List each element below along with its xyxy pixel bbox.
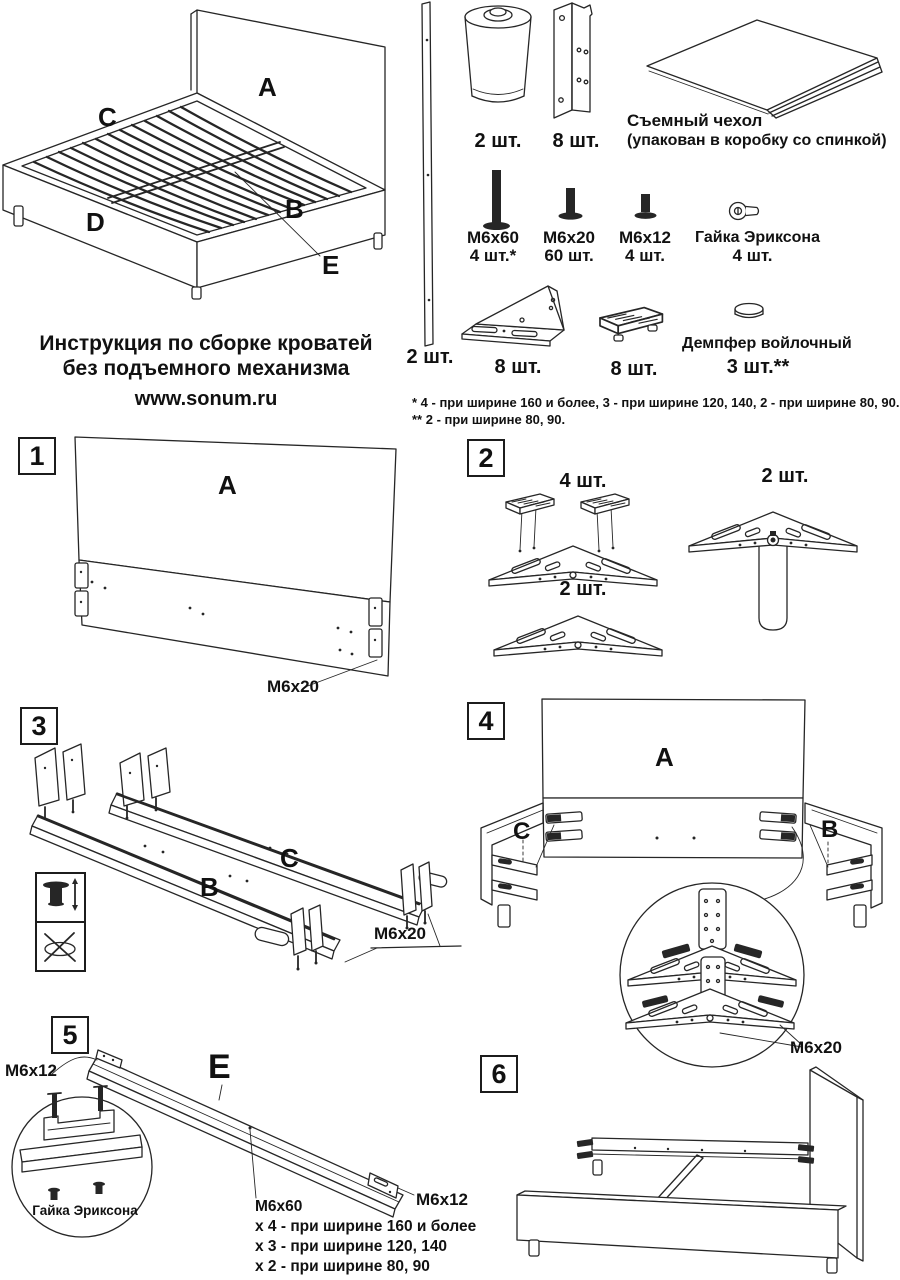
felt-damper-name: Демпфер войлочный xyxy=(682,335,852,352)
step1-label-a: A xyxy=(218,470,237,500)
leg-qty: 2 шт. xyxy=(474,130,522,152)
felt-damper-qty: 3 шт.** xyxy=(726,356,790,378)
step1-screw-label: M6x20 xyxy=(267,677,319,696)
step3-note-box xyxy=(35,872,86,972)
step5-screw-right-label: M6x12 xyxy=(416,1190,468,1209)
step2-plain-plate-drawing xyxy=(488,604,668,664)
bolt-m6x12-drawing xyxy=(632,194,660,224)
step5-bolt-note-2: x 3 - при ширине 120, 140 xyxy=(255,1238,448,1255)
note-cell-adjust xyxy=(37,874,84,921)
overview-label-a: A xyxy=(258,72,277,102)
footnote-2: ** 2 - при ширине 80, 90. xyxy=(412,412,566,427)
doc-title-line1: Инструкция по сборке кроватей xyxy=(39,332,373,355)
bolt-m6x12-qty: 4 шт. xyxy=(625,246,665,265)
step4-drawing xyxy=(462,695,900,1080)
step2-plate-with-leg-drawing xyxy=(676,500,871,645)
step4-badge: 4 xyxy=(467,702,505,740)
note-cell-crossed-out xyxy=(37,921,84,970)
step2-badge: 2 xyxy=(467,439,505,477)
overview-label-d: D xyxy=(86,207,105,237)
erikson-nut-name: Гайка Эриксона xyxy=(695,229,820,246)
step5-bolt-note-1: x 4 - при ширине 160 и более xyxy=(255,1218,477,1235)
leg-bracket-part-drawing xyxy=(460,278,600,354)
step5-screw-left-label: M6x12 xyxy=(5,1061,57,1080)
doc-title-line2: без подъемного механизма xyxy=(62,357,350,380)
step4-label-b: B xyxy=(821,816,839,843)
overview-label-e: E xyxy=(322,250,340,280)
erikson-nut-drawing xyxy=(728,200,768,224)
bolt-m6x20-qty: 60 шт. xyxy=(544,246,594,265)
adjustable-foot-icon xyxy=(37,874,84,921)
cover-part-drawing xyxy=(645,14,890,118)
step4-label-c: C xyxy=(513,818,531,845)
bed-overview-drawing xyxy=(0,0,410,300)
bolt-m6x20-drawing xyxy=(556,188,586,224)
step3-label-b: B xyxy=(200,872,219,902)
step6-badge: 6 xyxy=(480,1055,518,1093)
step5-bolt-name: M6x60 xyxy=(255,1198,303,1215)
overview-label-c: C xyxy=(98,102,117,132)
bolt-m6x12-name: M6x12 xyxy=(619,228,671,247)
corner-bracket-qty: 8 шт. xyxy=(552,130,600,152)
step6-drawing xyxy=(505,1058,900,1280)
step3-screw-label: M6x20 xyxy=(374,924,426,943)
step1-badge: 1 xyxy=(18,437,56,475)
cover-name: Съемный чехол xyxy=(627,111,763,130)
footnote-1: * 4 - при ширине 160 и более, 3 - при ширине 120, 140, 2 - при ширине 80, 90. xyxy=(412,395,900,410)
overview-label-b: B xyxy=(285,194,304,224)
crossed-out-icon xyxy=(37,923,84,970)
bolt-m6x60-drawing xyxy=(482,170,512,234)
step5-label-e: E xyxy=(208,1048,231,1086)
bolt-m6x20-name: M6x20 xyxy=(543,228,595,247)
cover-note: (упакован в коробку со спинкой) xyxy=(627,132,887,149)
erikson-nut-qty: 4 шт. xyxy=(732,246,773,265)
step3-badge: 3 xyxy=(20,707,58,745)
step4-screw-label: M6x20 xyxy=(790,1038,842,1057)
bolt-m6x60-name: M6x60 xyxy=(467,228,519,247)
step2-qty-leg: 2 шт. xyxy=(761,465,809,487)
slat-qty: 2 шт. xyxy=(406,346,454,368)
corner-bracket-part-drawing xyxy=(546,0,600,118)
step4-label-a: A xyxy=(655,742,674,772)
step2-plate-with-holders-drawing xyxy=(478,492,668,592)
leg-bracket-qty: 8 шт. xyxy=(494,356,542,378)
step5-nut-label: Гайка Эриксона xyxy=(32,1203,138,1218)
step3-label-c: C xyxy=(280,843,299,873)
step2-qty-holders: 4 шт. xyxy=(559,470,607,492)
website-url: www.sonum.ru xyxy=(134,388,278,410)
step5-badge: 5 xyxy=(51,1016,89,1054)
bolt-m6x60-qty: 4 шт.* xyxy=(469,246,517,265)
slat-holder-part-drawing xyxy=(598,303,668,351)
felt-damper-drawing xyxy=(728,300,770,326)
step2-qty-plain: 2 шт. xyxy=(559,578,607,600)
leg-part-drawing xyxy=(462,2,536,118)
slat-part-drawing xyxy=(416,0,442,350)
slat-holder-qty: 8 шт. xyxy=(610,358,658,380)
step5-bolt-note-3: x 2 - при ширине 80, 90 xyxy=(255,1258,430,1275)
